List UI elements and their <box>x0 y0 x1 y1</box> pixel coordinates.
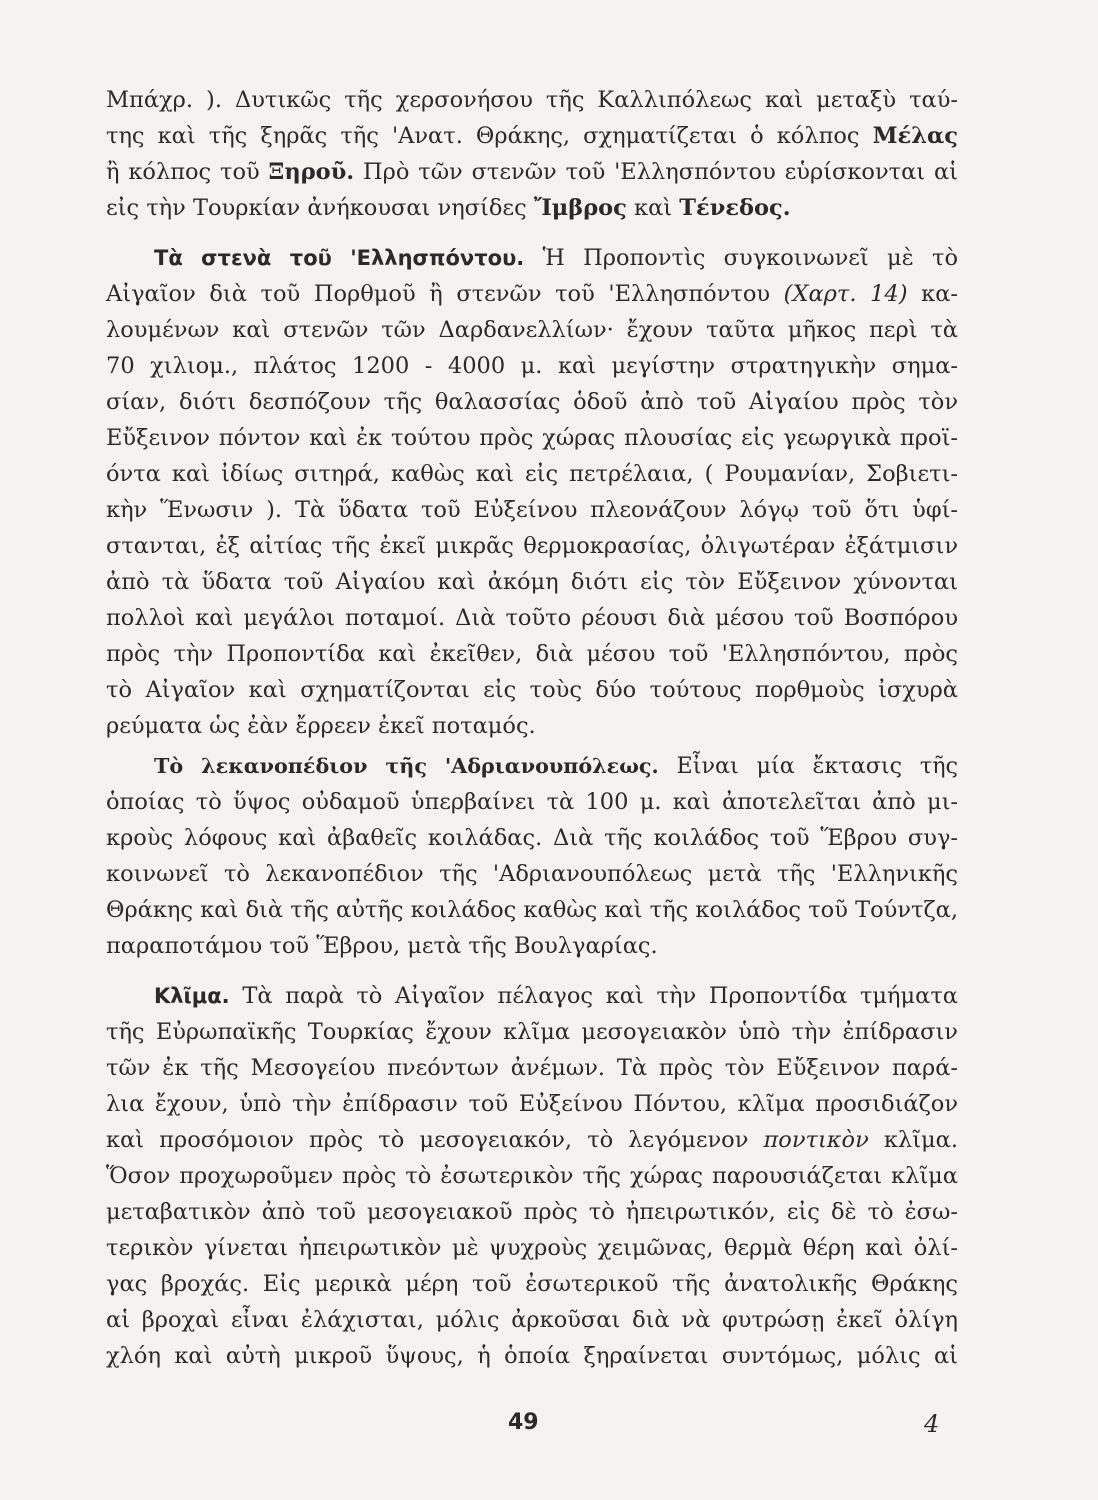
text-run: Αἰγαῖον διὰ τοῦ Πορθμοῦ ἢ στενῶν τοῦ 'Ελλησπόντου <box>106 281 784 307</box>
text-line <box>106 312 958 348</box>
map-reference: (Χαρτ. 14) <box>783 281 908 307</box>
text-line <box>106 154 958 190</box>
text-line <box>106 856 958 892</box>
text-run: Πρὸ τῶν στενῶν τοῦ 'Ελλησπόντου εὑρίσκονται αἱ <box>354 159 958 185</box>
section-heading-climate: Κλῖμα. <box>154 984 230 1008</box>
text-line <box>106 82 958 118</box>
text-run: Ὅσον προχωροῦμεν πρὸς τὸ ἐσωτερικὸν τῆς χώρας παρουσιάζεται κλῖμα <box>106 1163 958 1189</box>
text-run: πολλοὶ καὶ μεγάλοι ποταμοί. Διὰ τοῦτο ρέουσι διὰ μέσου τοῦ Βοσπόρου <box>106 605 958 631</box>
text-line <box>106 456 958 492</box>
text-run: κοινωνεῖ τὸ λεκανοπέδιον τῆς 'Αδριανουπόλεως μετὰ τῆς 'Ελληνικῆς <box>106 861 958 887</box>
text-line <box>106 672 958 708</box>
text-line <box>106 1266 958 1302</box>
text-run: πρὸς τὴν Προποντίδα καὶ ἐκεῖθεν, διὰ μέσου τοῦ 'Ελλησπόντου, πρὸς <box>106 641 958 667</box>
text-run: όντα καὶ ἰδίως σιτηρά, καθὼς καὶ εἰς πετρέλαια, ( Ρουμανίαν, Σοβιετι- <box>106 461 958 487</box>
text-line <box>106 420 958 456</box>
text-line <box>106 276 958 312</box>
text-run: χλόη καὶ αὐτὴ μικροῦ ὕψους, ἡ ὁποία ξηραίνεται συντόμως, μόλις αἱ <box>106 1343 958 1369</box>
text-line <box>106 1338 958 1374</box>
text-run: ὁποίας τὸ ὕψος οὐδαμοῦ ὑπερβαίνει τὰ 100 μ. καὶ ἀποτελεῖται ἀπὸ μι- <box>106 789 958 815</box>
text-line <box>106 636 958 672</box>
text-line <box>106 708 958 744</box>
section-heading-adrianople: Τὸ λεκανοπέδιον τῆς 'Αδριανουπόλεως. <box>154 754 659 778</box>
text-run: Εἶναι μία ἔκτασις τῆς <box>658 753 958 779</box>
text-run: κλῖμα. <box>868 1127 958 1153</box>
text-run: Θράκης καὶ διὰ τῆς αὐτῆς κοιλάδος καθὼς καὶ τῆς κοιλάδος τοῦ Τούντζα, <box>106 897 958 923</box>
text-run: παραποτάμου τοῦ Ἕβρου, μετὰ τῆς Βουλγαρίας. <box>106 933 658 959</box>
text-run: Εὔξεινον πόντον καὶ ἐκ τούτου πρὸς χώρας πλουσίας εἰς γεωργικὰ προϊ- <box>106 425 958 451</box>
text-line <box>106 1158 958 1194</box>
section-heading-hellespont: Τὰ στενὰ τοῦ 'Ελλησπόντου. <box>154 246 525 270</box>
text-line <box>106 528 958 564</box>
emphasis-pontic: ποντικὸν <box>763 1127 869 1153</box>
text-run: ἀπὸ τὰ ὕδατα τοῦ Αἰγαίου καὶ ἀκόμη διότι εἰς τὸν Εὔξεινον χύνονται <box>106 569 958 595</box>
text-line <box>106 1014 958 1050</box>
text-line <box>106 1194 958 1230</box>
text-run: μεταβατικὸν ἀπὸ τοῦ μεσογειακοῦ πρὸς τὸ ἠπειρωτικόν, εἰς δὲ τὸ ἐσω- <box>106 1199 958 1225</box>
text-line <box>106 928 958 964</box>
text-run: 70 χιλιομ., πλάτος 1200 - 4000 μ. καὶ μεγίστην στρατηγικὴν σημα- <box>106 353 958 379</box>
text-run: λουμένων καὶ στενῶν τῶν Δαρδανελλίων· ἔχουν ταῦτα μῆκος περὶ τὰ <box>106 317 958 343</box>
text-line <box>106 748 958 784</box>
text-line <box>106 1230 958 1266</box>
place-name-xiros: Ξηροῦ. <box>268 159 355 185</box>
text-run: τερικὸν γίνεται ἠπειρωτικὸν μὲ ψυχροὺς χειμῶνας, θερμὰ θέρη καὶ ὀλί- <box>106 1235 958 1261</box>
text-run: τῆς Εὐρωπαϊκῆς Τουρκίας ἔχουν κλῖμα μεσογειακὸν ὑπὸ τὴν ἐπίδρασιν <box>106 1019 958 1045</box>
text-line <box>106 564 958 600</box>
text-line <box>106 118 958 154</box>
text-line <box>106 1302 958 1338</box>
text-run: Τὰ παρὰ τὸ Αἰγαῖον πέλαγος καὶ τὴν Προποντίδα τμήματα <box>229 983 958 1009</box>
place-name-tenedos: Τένεδος. <box>679 195 791 221</box>
body-text <box>106 82 958 1374</box>
place-name-melas: Μέλας <box>872 123 958 149</box>
text-run: τὸ Αἰγαῖον καὶ σχηματίζονται εἰς τοὺς δύο τούτους πορθμοὺς ἰσχυρὰ <box>106 677 958 703</box>
place-name-imbros: Ἴμβρος <box>533 195 627 221</box>
text-run: καὶ <box>626 195 680 221</box>
text-run: Ἡ Προποντὶς συγκοινωνεῖ μὲ τὸ <box>524 245 958 271</box>
text-line <box>106 240 958 276</box>
text-line <box>106 892 958 928</box>
text-line <box>106 1086 958 1122</box>
signature-mark: 4 <box>924 1410 940 1438</box>
text-run: ἢ κόλπος τοῦ <box>106 159 269 185</box>
text-run: σίαν, διότι δεσπόζουν τῆς θαλασσίας ὁδοῦ ἀπὸ τοῦ Αἰγαίου πρὸς τὸν <box>106 389 958 415</box>
text-line <box>106 978 958 1014</box>
text-line <box>106 492 958 528</box>
text-run: καὶ προσόμοιον πρὸς τὸ μεσογειακόν, τὸ λεγόμενον <box>106 1127 764 1153</box>
text-line <box>106 1122 958 1158</box>
text-line <box>106 348 958 384</box>
text-run: κροὺς λόφους καὶ ἀβαθεῖς κοιλάδας. Διὰ τῆς κοιλάδος τοῦ Ἕβρου συγ- <box>106 825 958 851</box>
text-run: λια ἔχουν, ὑπὸ τὴν ἐπίδρασιν τοῦ Εὐξείνου Πόντου, κλῖμα προσιδιάζον <box>106 1091 958 1117</box>
text-run: εἰς τὴν Τουρκίαν ἀνήκουσαι νησίδες <box>106 195 534 221</box>
text-line <box>106 384 958 420</box>
text-line <box>106 820 958 856</box>
text-line <box>106 1050 958 1086</box>
text-run: ρεύματα ὡς ἐὰν ἔρρεεν ἐκεῖ ποταμός. <box>106 713 536 739</box>
text-line <box>106 190 958 226</box>
page-footer <box>0 1410 1098 1450</box>
text-run: αἱ βροχαὶ εἶναι ἐλάχισται, μόλις ἀρκοῦσαι διὰ νὰ φυτρώσῃ ἐκεῖ ὀλίγη <box>106 1307 958 1333</box>
text-run: κα- <box>907 281 958 307</box>
text-run: κὴν Ἕνωσιν ). Τὰ ὕδατα τοῦ Εὐξείνου πλεονάζουν λόγῳ τοῦ ὅτι ὑφί- <box>106 497 958 523</box>
page-number: 49 <box>508 1410 539 1435</box>
text-line <box>106 600 958 636</box>
text-line <box>106 784 958 820</box>
text-run: της καὶ τῆς ξηρᾶς τῆς 'Ανατ. Θράκης, σχηματίζεται ὁ κόλπος <box>106 123 873 149</box>
text-run: στανται, ἐξ αἰτίας τῆς ἐκεῖ μικρᾶς θερμοκρασίας, ὀλιγωτέραν ἐξάτμισιν <box>106 533 958 559</box>
text-run: Μπάχρ. ). Δυτικῶς τῆς χερσονήσου τῆς Καλλιπόλεως καὶ μεταξὺ ταύ- <box>106 87 958 113</box>
text-run: τῶν ἐκ τῆς Μεσογείου πνεόντων ἀνέμων. Τὰ πρὸς τὸν Εὔξεινον παρά- <box>106 1055 958 1081</box>
text-run: γας βροχάς. Εἰς μερικὰ μέρη τοῦ ἐσωτερικοῦ τῆς ἀνατολικῆς Θράκης <box>106 1271 958 1297</box>
